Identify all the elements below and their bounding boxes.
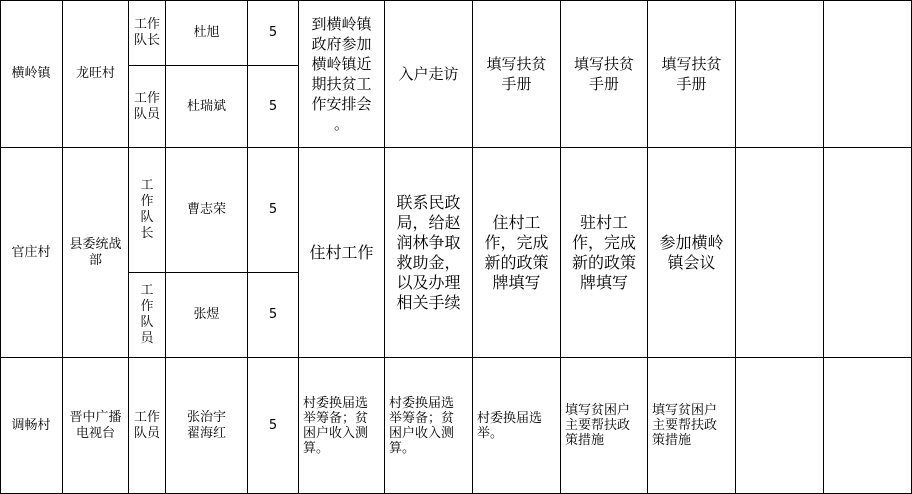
days-cell: 5 [248, 148, 299, 273]
role-cell: 工作 队员 [129, 358, 166, 494]
work-cell: 填写扶贫 手册 [561, 0, 648, 148]
role-cell: 工作 队员 [129, 66, 166, 148]
work-cell: 填写扶贫 手册 [648, 0, 736, 148]
work-cell: 入户走访 [385, 0, 473, 148]
unit-cell: 晋中广播 电视台 [63, 358, 129, 494]
work-cell: 村委换届选 举筹备；贫 困户收入测 算。 [299, 358, 385, 494]
days-cell: 5 [248, 0, 299, 66]
role-cell: 工作 队长 [129, 0, 166, 66]
role-cell: 工 作 队 长 [129, 148, 166, 273]
work-cell: 村委换届选 举。 [473, 358, 561, 494]
work-cell [736, 0, 824, 148]
work-cell: 村委换届选 举筹备；贫 困户收入测 算。 [385, 358, 473, 494]
work-cell: 住村工作 [299, 148, 385, 358]
township-cell: 官庄村 [0, 148, 63, 358]
work-cell: 驻村工 作，完成 新的政策 牌填写 [561, 148, 648, 358]
work-cell: 填写贫困户 主要帮扶政 策措施 [648, 358, 736, 494]
work-cell: 参加横岭 镇会议 [648, 148, 736, 358]
days-cell: 5 [248, 273, 299, 358]
name-cell: 张煜 [166, 273, 248, 358]
work-cell: 联系民政 局，给赵 润林争取 救助金， 以及办理 相关手续 [385, 148, 473, 358]
name-cell: 张治宇 翟海红 [166, 358, 248, 494]
unit-cell: 县委统战 部 [63, 148, 129, 358]
work-cell: 住村工 作，完成 新的政策 牌填写 [473, 148, 561, 358]
work-cell: 填写贫困户 主要帮扶政 策措施 [561, 358, 648, 494]
work-cell [824, 148, 912, 358]
work-cell [736, 148, 824, 358]
days-cell: 5 [248, 66, 299, 148]
work-cell [736, 358, 824, 494]
unit-cell: 龙旺村 [63, 0, 129, 148]
role-cell: 工 作 队 员 [129, 273, 166, 358]
name-cell: 曹志荣 [166, 148, 248, 273]
township-cell: 横岭镇 [0, 0, 63, 148]
name-cell: 杜瑞斌 [166, 66, 248, 148]
days-cell: 5 [248, 358, 299, 494]
work-cell [824, 0, 912, 148]
work-cell [824, 358, 912, 494]
work-cell: 填写扶贫 手册 [473, 0, 561, 148]
work-cell: 到横岭镇 政府参加 横岭镇近 期扶贫工 作安排会 。 [299, 0, 385, 148]
township-cell: 调畅村 [0, 358, 63, 494]
name-cell: 杜旭 [166, 0, 248, 66]
